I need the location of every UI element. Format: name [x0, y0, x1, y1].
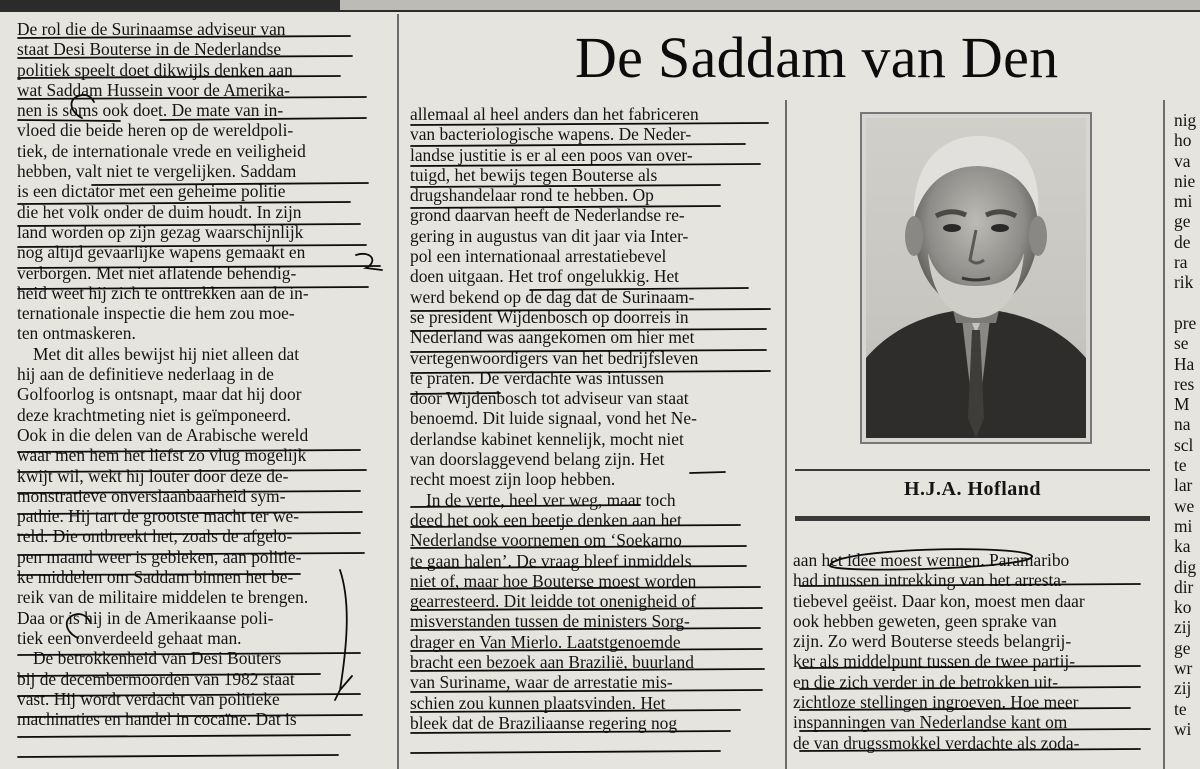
text-line: van doorslaggevend belang zijn. Het	[410, 449, 665, 470]
text-line: mi	[1174, 515, 1193, 536]
text-line: wat Saddam Hussein voor de Amerika-	[17, 79, 290, 100]
text-line: grond daarvan heeft de Nederlandse re-	[410, 205, 685, 226]
text-line: tiek, de internationale vrede en veiligheid	[17, 140, 306, 161]
text-line: te praten. De verdachte was intussen	[410, 367, 664, 388]
column-divider	[1163, 100, 1165, 769]
text-line: zij	[1174, 617, 1192, 638]
text-line: we	[1174, 495, 1195, 516]
text-line: monstratieve onverslaanbaarheid sym-	[17, 485, 286, 506]
text-line: kwijt wil, wekt hij louter door deze de-	[17, 465, 289, 486]
text-line: machinaties en handel in cocaïne. Dat is	[17, 709, 297, 730]
text-line: zijn. Zo werd Bouterse steeds belangrij-	[793, 631, 1072, 652]
text-line: se president Wijdenbosch op doorreis in	[410, 306, 689, 327]
text-line: va	[1174, 150, 1191, 171]
text-line: Nederlandse voornemen om ‘Soekarno	[410, 530, 682, 551]
text-line: reik van de militaire middelen te brengen.	[17, 587, 309, 608]
text-line: Ook in die delen van de Arabische wereld	[17, 424, 309, 445]
text-line: te	[1174, 455, 1187, 476]
text-line: allemaal al heel anders dan het fabriceren	[410, 104, 699, 124]
text-line: werd bekend op de dag dat de Surinaam-	[410, 286, 695, 307]
text-line: na	[1174, 414, 1191, 435]
text-line: te gaan halen’. De vraag bleef inmiddels	[410, 550, 692, 571]
text-line: aan het idee moest wennen. Paramaribo	[793, 550, 1070, 570]
text-line: zij	[1174, 678, 1192, 699]
text-line: land worden op zijn gezag waarschijnlijk	[17, 221, 304, 242]
text-line: hij aan de definitieve nederlaag in de	[17, 364, 274, 385]
text-line: pathie. Hij tart de grootste macht ter we-	[17, 506, 300, 527]
author-portrait-image	[866, 118, 1086, 438]
text-line: te	[1174, 698, 1187, 719]
text-line: gearresteerd. Dit leidde tot onenigheid of	[410, 591, 696, 612]
text-line: misverstanden tussen de ministers Sorg-	[410, 611, 690, 632]
text-line: benoemd. Dit luide signaal, vond het Ne-	[410, 408, 697, 429]
portrait-illustration	[866, 118, 1086, 438]
article-column-3	[793, 550, 1153, 753]
text-line: nog altijd gevaarlijke wapens gemaakt en	[17, 242, 306, 263]
text-line: vloed die beide heren op de wereldpoli-	[17, 120, 294, 141]
article-column-4	[1174, 110, 1200, 739]
text-line: ke middelen om Saddam binnen het be-	[17, 567, 294, 588]
text-line: die het volk onder de duim houdt. In zijn	[17, 201, 302, 222]
text-line: tiek een onverdeeld gehaat man.	[17, 627, 242, 648]
text-line: zichtloze stellingen ingroeven. Hoe meer	[793, 692, 1079, 713]
text-line: is een dictator met een geheime politie	[17, 181, 286, 202]
text-line: De betrokkenheid van Desi Bouters	[33, 648, 282, 669]
text-line: recht moest zijn loop hebben.	[410, 469, 616, 490]
text-line: politiek speelt doet dikwijls denken aan	[17, 59, 293, 80]
text-line: vast. Hij wordt verdacht van politieke	[17, 688, 280, 709]
text-line: mi	[1174, 191, 1193, 212]
text-line: bleek dat de Braziliaanse regering nog	[410, 712, 678, 733]
text-line: nie	[1174, 170, 1196, 191]
text-line: ker als middelpunt tussen de twee partij-	[793, 651, 1076, 672]
text-line: de	[1174, 231, 1191, 252]
text-line: inspanningen van Nederlandse kant om	[793, 712, 1068, 733]
text-line: vertegenwoordigers van het bedrijfsleven	[410, 347, 699, 368]
text-line: nen is soms ook doet. De mate van in-	[17, 100, 284, 121]
text-line: dig	[1174, 556, 1197, 577]
text-line: De rol die de Surinaamse adviseur van	[17, 19, 286, 39]
page-top-border-light	[340, 0, 1200, 10]
author-photo	[860, 112, 1092, 444]
article-headline: De Saddam van Den	[575, 25, 1059, 90]
text-line: wr	[1174, 658, 1193, 679]
text-line: ook hebben geweten, geen sprake van	[793, 610, 1057, 631]
byline-rule-top	[795, 469, 1150, 471]
article-column-2	[410, 104, 775, 733]
article-column-1	[17, 19, 367, 729]
text-line: reld. Die ontbreekt het, zoals de afgelo-	[17, 526, 293, 547]
text-line: tiebevel geëist. Daar kon, moest men daar	[793, 590, 1085, 611]
text-line: Ha	[1174, 353, 1195, 374]
text-line: drager en Van Mierlo. Laatstgenoemde	[410, 631, 681, 652]
text-line: M	[1174, 394, 1190, 415]
text-line: rik	[1174, 272, 1194, 293]
text-line: pre	[1174, 312, 1197, 333]
text-line: ten ontmaskeren.	[17, 323, 136, 344]
text-line: deze krachtmeting niet is geïmponeerd.	[17, 404, 291, 425]
text-line: ra	[1174, 252, 1188, 273]
text-line: tuigd, het bewijs tegen Bouterse als	[410, 164, 658, 185]
text-line: heid weet hij zich te onttrekken aan de in-	[17, 282, 309, 303]
text-line: hebben, valt niet te vergelijken. Saddam	[17, 161, 297, 182]
text-line: verborgen. Met niet aflatende behendig-	[17, 262, 297, 283]
text-line: In de verte, heel ver weg, maar toch	[426, 489, 676, 510]
text-line: res	[1174, 373, 1195, 394]
text-line: van Suriname, waar de arrestatie mis-	[410, 672, 673, 693]
text-line: waar men hem het liefst zo vlug mogelijk	[17, 445, 307, 466]
text-line: van bacteriologische wapens. De Neder-	[410, 124, 692, 145]
text-line: se	[1174, 333, 1189, 354]
text-line: Met dit alles bewijst hij niet alleen dat	[33, 343, 300, 364]
author-byline: H.J.A. Hofland	[903, 478, 1042, 500]
byline-rule-bottom	[795, 516, 1150, 521]
text-line: pol een internationaal arrestatiebevel	[410, 246, 667, 267]
text-line: Golfoorlog is ontsnapt, maar dat hij door	[17, 384, 302, 405]
text-line: Nederland was aangekomen om hier met	[410, 327, 695, 348]
text-line: schien zou kunnen plaatsvinden. Het	[410, 692, 666, 713]
text-line: dir	[1174, 576, 1194, 597]
text-line	[1174, 293, 1200, 313]
text-line: pen maand weer is gebleken, aan politie-	[17, 546, 302, 567]
text-line: deed het ook een beetje denken aan het	[410, 509, 682, 530]
text-line: door Wijdenbosch tot adviseur van staat	[410, 388, 689, 409]
column-divider	[397, 14, 399, 769]
text-line: doen uitgaan. Het trof ongelukkig. Het	[410, 266, 680, 287]
column-divider	[785, 100, 787, 769]
text-line: ternationale inspectie die hem zou moe-	[17, 303, 295, 324]
text-line: Daa or is hij in de Amerikaanse poli-	[17, 607, 274, 628]
text-line: gering in augustus van dit jaar via Inter-	[410, 225, 689, 246]
text-line: ho	[1174, 130, 1192, 151]
text-line: bracht een bezoek aan Brazilië, buurland	[410, 652, 694, 673]
text-line: ge	[1174, 211, 1191, 232]
text-line: ge	[1174, 637, 1191, 658]
text-line: lar	[1174, 475, 1193, 496]
text-line: bij de decembermoorden van 1982 staat	[17, 668, 295, 689]
text-line: de van drugssmokkel verdachte als zoda-	[793, 732, 1080, 753]
text-line: nig	[1174, 110, 1197, 130]
text-line: niet of, maar hoe Bouterse moest worden	[410, 570, 697, 591]
text-line: ka	[1174, 536, 1191, 557]
text-line: landse justitie is er al een poos van over-	[410, 144, 693, 165]
text-line: ko	[1174, 597, 1192, 618]
text-line: wi	[1174, 718, 1192, 739]
text-line: had intussen intrekking van het arresta-	[793, 570, 1067, 591]
text-line: staat Desi Bouterse in de Nederlandse	[17, 39, 282, 60]
text-line: scl	[1174, 434, 1194, 455]
text-line: derlandse kabinet kennelijk, mocht niet	[410, 428, 684, 449]
text-line: en die zich verder in de betrokken uit-	[793, 671, 1059, 692]
text-line: drugshandelaar rond te hebben. Op	[410, 185, 654, 206]
